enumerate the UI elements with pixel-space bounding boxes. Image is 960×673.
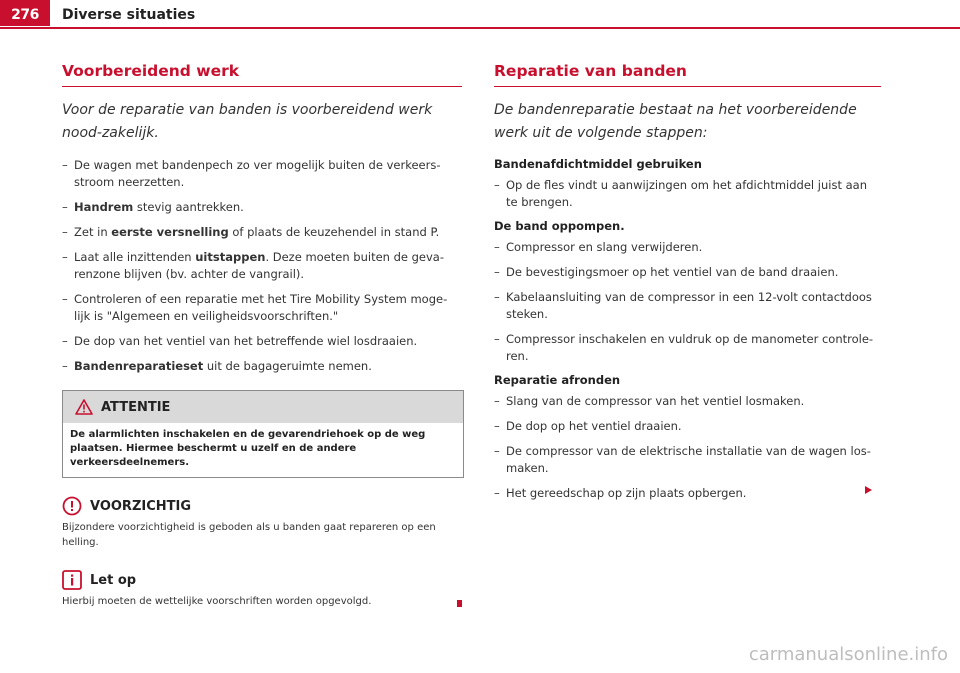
notice-header xyxy=(62,496,462,516)
caution-circle-icon xyxy=(62,496,82,516)
watermark: carmanualsonline.info xyxy=(748,644,948,665)
tip-text: Hierbij moeten de wettelijke voorschriften worden opgevolgd. xyxy=(62,594,462,609)
list-item: – Slang van de compressor van het ventiel losmaken. xyxy=(494,394,805,408)
list-item: – De wagen met bandenpech zo ver mogelijk buiten de verkeers-stroom neerzetten. xyxy=(62,158,441,189)
warning-label: ATTENTIE xyxy=(101,399,171,415)
list-item: – De compressor van de elektrische installatie van de wagen los-maken. xyxy=(494,444,871,475)
section-title-repair: Reparatie van banden xyxy=(494,62,881,87)
warning-triangle-icon xyxy=(75,399,93,415)
left-column xyxy=(62,62,462,609)
page-number: 276 xyxy=(0,0,50,26)
list-item: – Compressor en slang verwijderen. xyxy=(494,240,703,254)
list-item: – Handrem stevig aantrekken. xyxy=(62,200,244,214)
subheading: De band oppompen. xyxy=(494,219,625,233)
tip-label: Let op xyxy=(90,572,137,588)
list-item: – Zet in eerste versnelling of plaats de keuzehendel in stand P. xyxy=(62,225,440,239)
subheading: Reparatie afronden xyxy=(494,373,621,387)
running-title: Diverse situaties xyxy=(62,7,196,23)
section-intro: De bandenreparatie bestaat na het voorbereidende werk uit de volgende stappen: xyxy=(494,102,857,141)
warning-header xyxy=(63,391,463,423)
list-item: – Het gereedschap op zijn plaats opbergen. xyxy=(494,485,881,502)
step-list xyxy=(494,393,881,502)
list-item: – Kabelaansluiting van de compressor in een 12-volt contactdoos steken. xyxy=(494,290,872,321)
section-end-marker xyxy=(457,600,462,607)
list-item: – De bevestigingsmoer op het ventiel van de band draaien. xyxy=(494,265,839,279)
step-list xyxy=(494,177,881,211)
preparation-steps xyxy=(62,157,462,375)
notice-text: Bijzondere voorzichtigheid is geboden als u banden gaat repareren op een helling. xyxy=(62,522,436,548)
list-item: – Bandenreparatieset uit de bagageruimte nemen. xyxy=(62,359,372,373)
list-item: – Op de fles vindt u aanwijzingen om het afdichtmiddel juist aan te brengen. xyxy=(494,178,867,209)
section-intro: Voor de reparatie van banden is voorbereidend werk nood-zakelijk. xyxy=(62,102,433,141)
warning-text: De alarmlichten inschakelen en de gevarendriehoek op de weg plaatsen. Hiermee beschermt u uzelf en de andere verkeersdeelnemers. xyxy=(70,429,426,468)
continue-arrow-icon xyxy=(864,485,873,495)
subheading: Bandenafdichtmiddel gebruiken xyxy=(494,157,702,171)
list-item: – De dop van het ventiel van het betreffende wiel losdraaien. xyxy=(62,334,418,348)
tip-header xyxy=(62,570,462,590)
section-title-preparation: Voorbereidend werk xyxy=(62,62,462,87)
info-icon xyxy=(62,570,82,590)
list-item: – Controleren of een reparatie met het Tire Mobility System moge-lijk is "Algemeen en veiligheidsvoorschriften." xyxy=(62,292,448,323)
step-list xyxy=(494,239,881,365)
header-rule xyxy=(0,27,960,29)
right-column xyxy=(494,62,881,510)
notice-label: VOORZICHTIG xyxy=(90,498,192,514)
list-item: – De dop op het ventiel draaien. xyxy=(494,419,682,433)
list-item: – Compressor inschakelen en vuldruk op de manometer controle-ren. xyxy=(494,332,874,363)
list-item: – Laat alle inzittenden uitstappen. Deze moeten buiten de geva-renzone blijven (bv. achter de vangrail). xyxy=(62,250,445,281)
warning-box xyxy=(62,390,464,478)
